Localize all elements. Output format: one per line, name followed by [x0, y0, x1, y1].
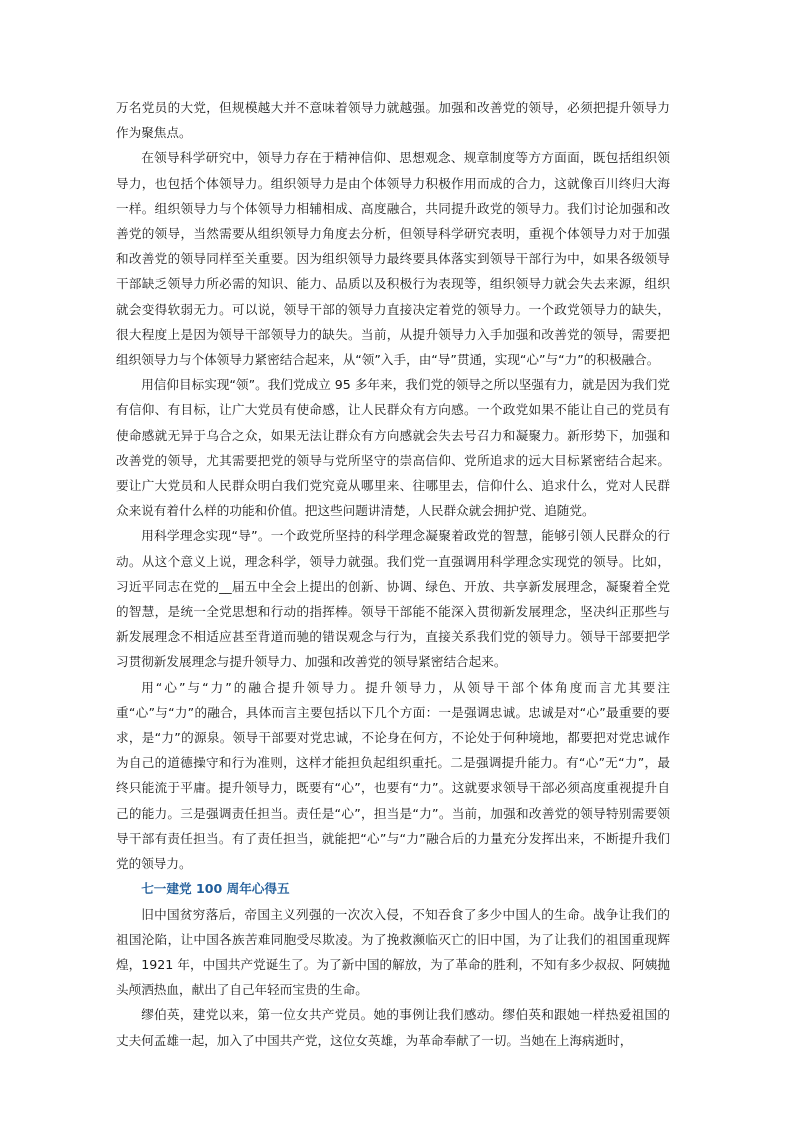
paragraph-miao-boying: 缪伯英，建党以来，第一位女共产党员。她的事例让我们感动。缪伯英和跟她一样热爱祖国的丈夫何孟雄一起，加入了中国共产党，这位女英雄，为革命奉献了一切。当她在上海病逝时， [116, 1007, 670, 1048]
document-page [116, 95, 670, 1053]
paragraph-leadership-research: 在领导科学研究中，领导力存在于精神信仰、思想观念、规章制度等方方面面，既包括组织领导力，也包括个体领导力。组织领导力是由个体领导力积极作用而成的合力，这就像百川终归大海一样。组织领导力与个体领导力相辅相成、高度融合，共同提升政党的领导力。我们讨论加强和改善党的领导，当然需要从组织领导力角度去分析，但领导科学研究表明，重视个体领导力对于加强和改善党的领导同样至关重要。因为组织领导力最终要具体落实到领导干部行为中，如果各级领导干部缺乏领导力所必需的知识、能力、品质以及积极行为表现等，组织领导力就会失去来源，组织就会变得软弱无力。可以说，领导干部的领导力直接决定着党的领导力。一个政党领导力的缺失，很大程度上是因为领导干部领导力的缺失。当前，从提升领导力入手加强和改善党的领导，需要把组织领导力与个体领导力紧密结合起来，从“领”入手，由“导”贯通，实现“心”与“力”的积极融合。 [116, 150, 670, 368]
paragraph-old-china: 旧中国贫穷落后，帝国主义列强的一次次入侵，不知吞食了多少中国人的生命。战争让我们的祖国沦陷，让中国各族苦难同胞受尽欺凌。为了挽救濒临灭亡的旧中国，为了让我们的祖国重现辉煌，1921 年，中国共产党诞生了。为了新中国的解放，为了革命的胜利，不知有多少叔叔、阿姨抛头颅洒热血，献出了自己年轻而宝贵的生命。 [116, 906, 670, 998]
section-heading: 七一建党 100 周年心得五 [141, 881, 290, 897]
paragraph-belief-goal: 用信仰目标实现“领”。我们党成立 95 多年来，我们党的领导之所以坚强有力，就是因为我们党有信仰、有目标，让广大党员有使命感，让人民群众有方向感。一个政党如果不能让自己的党员有使命感就无异于乌合之众，如果无法让群众有方向感就会失去号召力和凝聚力。新形势下，加强和改善党的领导，尤其需要把党的领导与党所坚守的崇高信仰、党所追求的远大目标紧密结合起来。要让广大党员和人民群众明白我们党究竟从哪里来、往哪里去，信仰什么、追求什么，党对人民群众来说有着什么样的功能和价值。把这些问题讲清楚，人民群众就会拥护党、追随党。 [116, 377, 670, 519]
paragraph-heart-strength: 用“心”与“力”的融合提升领导力。提升领导力，从领导干部个体角度而言尤其要注重“心”与“力”的融合，具体而言主要包括以下几个方面：一是强调忠诚。忠诚是对“心”最重要的要求，是“力”的源泉。领导干部要对党忠诚，不论身在何方，不论处于何种境地，都要把对党忠诚作为自己的道德操守和行为准则，这样才能担负起组织重托。二是强调提升能力。有“心”无“力”，最终只能流于平庸。提升领导力，既要有“心”，也要有“力”。这就要求领导干部必须高度重视提升自己的能力。三是强调责任担当。责任是“心”，担当是“力”。当前，加强和改善党的领导特别需要领导干部有责任担当。有了责任担当，就能把“心”与“力”融合后的力量充分发挥出来，不断提升我们党的领导力。 [116, 679, 670, 872]
paragraph-scientific-concept: 用科学理念实现“导”。一个政党所坚持的科学理念凝聚着政党的智慧，能够引领人民群众的行动。从这个意义上说，理念科学，领导力就强。我们党一直强调用科学理念实现党的领导。比如，习近平同志在党的__届五中全会上提出的创新、协调、绿色、开放、共享新发展理念，凝聚着全党的智慧，是统一全党思想和行动的指挥棒。领导干部能不能深入贯彻新发展理念，坚决纠正那些与新发展理念不相适应甚至背道而驰的错误观念与行为，直接关系我们党的领导力。领导干部要把学习贯彻新发展理念与提升领导力、加强和改善党的领导紧密结合起来。 [116, 528, 670, 670]
paragraph-continuation: 万名党员的大党，但规模越大并不意味着领导力就越强。加强和改善党的领导，必须把提升领导力作为聚焦点。 [116, 100, 670, 141]
